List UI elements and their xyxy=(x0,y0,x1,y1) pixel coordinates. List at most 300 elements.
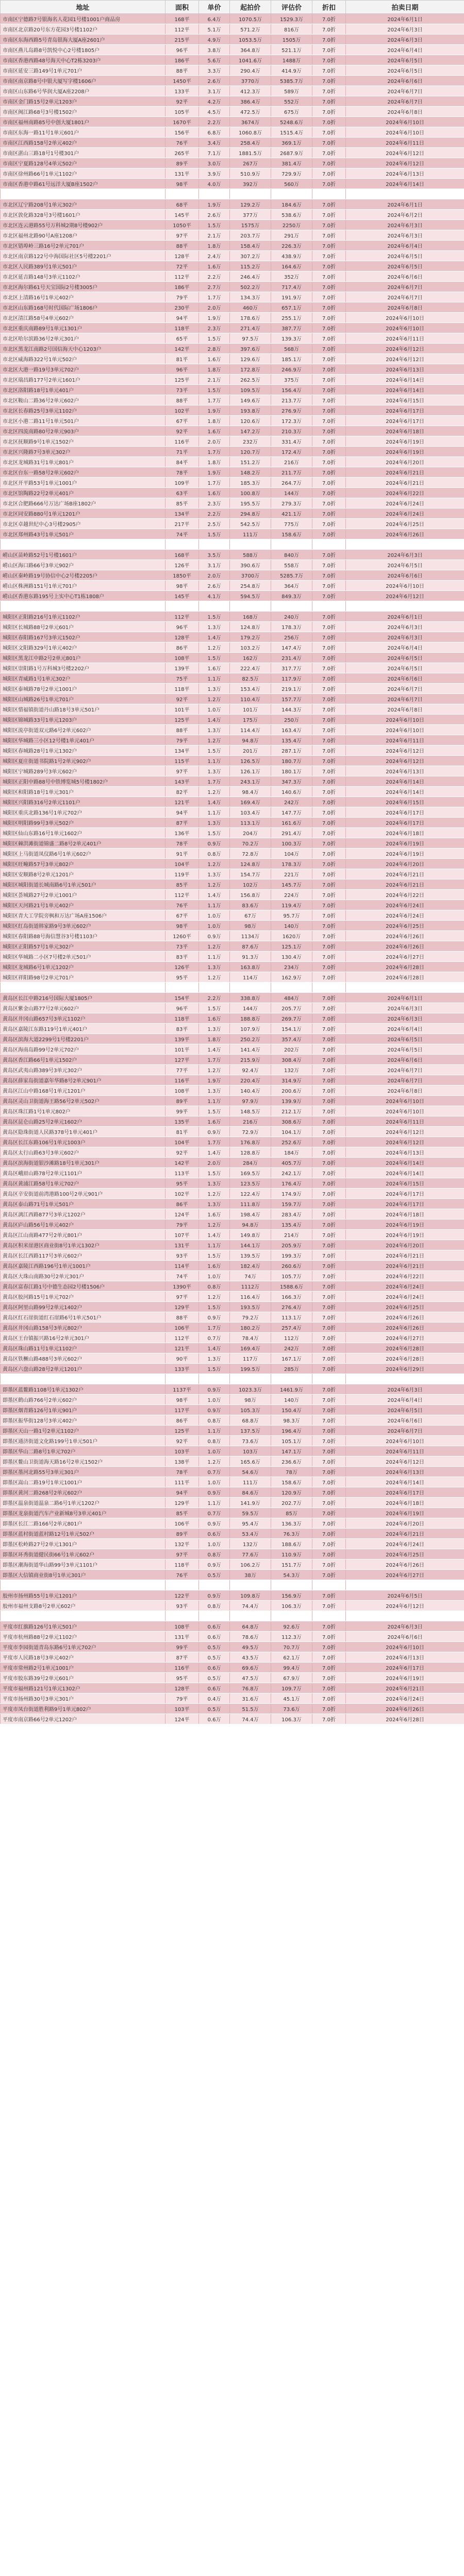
starting-price-cell: 94.8万 xyxy=(230,1219,271,1230)
unit-price-cell: 1.3万 xyxy=(199,622,230,632)
address-cell: 黄岛区长江中路216号国际大厦1805户 xyxy=(1,993,165,1003)
discount-cell: 7.0折 xyxy=(312,282,346,292)
auction-date-cell: 2024年6月24日 xyxy=(346,509,464,519)
area-cell: 103平 xyxy=(165,1446,199,1456)
address-cell: 黄岛区峨眉山路78号2单元1101户 xyxy=(1,1168,165,1178)
address-cell: 市北区兴隆路7号3单元302户 xyxy=(1,447,165,457)
table-row xyxy=(1,1621,464,1632)
auction-date-cell: 2024年6月19日 xyxy=(346,436,464,447)
area-cell: 114平 xyxy=(165,1261,199,1271)
table-row xyxy=(1,1498,464,1508)
table-row xyxy=(1,653,464,663)
area-cell xyxy=(165,1580,199,1590)
address-cell: 崂山区苗岭路52号1号楼1601户 xyxy=(1,550,165,560)
address-cell: 市北区台东一路58号2单元602户 xyxy=(1,467,165,478)
starting-price-cell: 110.4万 xyxy=(230,694,271,704)
address-cell: 城阳区兴阳路316号2单元1101户 xyxy=(1,797,165,807)
appraised-price-cell: 112万 xyxy=(271,1333,312,1343)
unit-price-cell: 1.2万 xyxy=(199,1292,230,1302)
auction-date-cell: 2024年6月6日 xyxy=(346,272,464,282)
address-cell: 市北区威海路322号1单元502户 xyxy=(1,354,165,364)
unit-price-cell: 1.2万 xyxy=(199,972,230,982)
auction-date-cell: 2024年6月5日 xyxy=(346,663,464,673)
table-body xyxy=(1,14,464,1724)
discount-cell: 7.0折 xyxy=(312,1065,346,1075)
address-cell: 城阳区祥阳路98号2单元701户 xyxy=(1,972,165,982)
auction-date-cell: 2024年6月24日 xyxy=(346,910,464,921)
area-cell: 102平 xyxy=(165,1189,199,1199)
auction-date-cell: 2024年6月24日 xyxy=(346,1292,464,1302)
starting-price-cell: 460万 xyxy=(230,302,271,313)
area-cell: 87平 xyxy=(165,818,199,828)
discount-cell: 7.0折 xyxy=(312,1219,346,1230)
discount-cell: 7.0折 xyxy=(312,1436,346,1446)
starting-price-cell: 122.4万 xyxy=(230,1189,271,1199)
address-cell: 市南区宁德路7号银海名人花园1号楼1001户商品房 xyxy=(1,14,165,24)
address-cell: 即墨区烟青路126号1单元901户 xyxy=(1,1405,165,1415)
appraised-price-cell: 276.4万 xyxy=(271,1302,312,1312)
appraised-price-cell: 140.6万 xyxy=(271,787,312,797)
address-cell: 胶州市扬州路55号1单元1201户 xyxy=(1,1590,165,1601)
discount-cell: 7.0折 xyxy=(312,725,346,735)
appraised-price-cell: 279.3万 xyxy=(271,498,312,509)
address-cell xyxy=(1,539,165,550)
discount-cell: 7.0折 xyxy=(312,952,346,962)
unit-price-cell: 2.3万 xyxy=(199,323,230,333)
discount-cell: 7.0折 xyxy=(312,1570,346,1580)
area-cell: 89平 xyxy=(165,1529,199,1539)
appraised-price-cell: 157.7万 xyxy=(271,694,312,704)
area-cell: 96平 xyxy=(165,45,199,55)
appraised-price-cell: 283.4万 xyxy=(271,1209,312,1219)
auction-date-cell: 2024年6月21日 xyxy=(346,1261,464,1271)
area-cell: 103平 xyxy=(165,1704,199,1714)
starting-price-cell: 182.4万 xyxy=(230,1261,271,1271)
discount-cell: 7.0折 xyxy=(312,1590,346,1601)
area-cell: 122平 xyxy=(165,1590,199,1601)
address-cell: 市南区徐州路66号1单元1102户 xyxy=(1,168,165,179)
table-row xyxy=(1,1601,464,1611)
area-cell: 1390平 xyxy=(165,1281,199,1292)
discount-cell: 7.0折 xyxy=(312,1343,346,1353)
appraised-price-cell: 775万 xyxy=(271,519,312,529)
table-row xyxy=(1,1312,464,1323)
starting-price-cell: 126.5万 xyxy=(230,756,271,766)
appraised-price-cell: 139.9万 xyxy=(271,1096,312,1106)
discount-cell: 7.0折 xyxy=(312,1395,346,1405)
unit-price-cell: 2.8万 xyxy=(199,344,230,354)
address-cell: 平度市常州路2号1单元1001户 xyxy=(1,1663,165,1673)
address-cell: 黄岛区阿里山路99号2单元1402户 xyxy=(1,1302,165,1312)
discount-cell: 7.0折 xyxy=(312,1529,346,1539)
discount-cell: 7.0折 xyxy=(312,35,346,45)
auction-date-cell: 2024年6月7日 xyxy=(346,96,464,107)
unit-price-cell: 1.9万 xyxy=(199,1075,230,1086)
area-cell: 86平 xyxy=(165,1415,199,1426)
discount-cell: 7.0折 xyxy=(312,426,346,436)
auction-date-cell: 2024年6月28日 xyxy=(346,1343,464,1353)
starting-price-cell: 43.5万 xyxy=(230,1652,271,1663)
appraised-price-cell: 202.7万 xyxy=(271,1498,312,1508)
table-row xyxy=(1,1127,464,1137)
area-cell: 75平 xyxy=(165,673,199,684)
unit-price-cell: 1.0万 xyxy=(199,1477,230,1487)
area-cell: 115平 xyxy=(165,756,199,766)
auction-date-cell: 2024年6月26日 xyxy=(346,529,464,539)
table-row xyxy=(1,127,464,138)
discount-cell: 7.0折 xyxy=(312,117,346,127)
area-cell: 125平 xyxy=(165,715,199,725)
appraised-price-cell: 100.3万 xyxy=(271,838,312,849)
appraised-price-cell: 139.3万 xyxy=(271,333,312,344)
appraised-price-cell: 260.6万 xyxy=(271,1261,312,1271)
starting-price-cell: 199.5万 xyxy=(230,1364,271,1374)
auction-date-cell: 2024年6月6日 xyxy=(346,1632,464,1642)
separator-row xyxy=(1,539,464,550)
address-cell: 城阳区重庆北路136号1单元702户 xyxy=(1,807,165,818)
discount-cell: 7.0折 xyxy=(312,869,346,879)
discount-cell: 7.0折 xyxy=(312,807,346,818)
auction-date-cell: 2024年6月19日 xyxy=(346,838,464,849)
table-row xyxy=(1,849,464,859)
table-row xyxy=(1,838,464,849)
appraised-price-cell: 99.4万 xyxy=(271,1663,312,1673)
area-cell: 112平 xyxy=(165,24,199,35)
table-row xyxy=(1,395,464,405)
appraised-price-cell: 95.7万 xyxy=(271,910,312,921)
discount-cell: 7.0折 xyxy=(312,818,346,828)
address-cell xyxy=(1,189,165,199)
starting-price-cell: 169.4万 xyxy=(230,1343,271,1353)
starting-price-cell: 77.6万 xyxy=(230,1549,271,1560)
unit-price-cell: 0.7万 xyxy=(199,1333,230,1343)
area-cell: 88平 xyxy=(165,395,199,405)
table-row xyxy=(1,622,464,632)
address-cell: 黄岛区大珠山南路30号2单元301户 xyxy=(1,1271,165,1281)
unit-price-cell: 1.2万 xyxy=(199,1065,230,1075)
discount-cell: 7.0折 xyxy=(312,199,346,210)
discount-cell: 7.0折 xyxy=(312,694,346,704)
appraised-price-cell: 269.7万 xyxy=(271,1013,312,1024)
appraised-price-cell: 161.6万 xyxy=(271,818,312,828)
table-row xyxy=(1,302,464,313)
starting-price-cell: 139.5万 xyxy=(230,1250,271,1261)
unit-price-cell: 1.1万 xyxy=(199,952,230,962)
address-cell: 市北区南京路122号中海国际社区5号楼2201户 xyxy=(1,251,165,261)
address-cell: 黄岛区胶河路15号1单元702户 xyxy=(1,1292,165,1302)
auction-date-cell: 2024年6月3日 xyxy=(346,230,464,241)
auction-date-cell: 2024年6月17日 xyxy=(346,1487,464,1498)
area-cell: 78平 xyxy=(165,1467,199,1477)
auction-date-cell: 2024年6月12日 xyxy=(346,148,464,158)
starting-price-cell: 165.6万 xyxy=(230,1456,271,1467)
starting-price-cell: 74.4万 xyxy=(230,1601,271,1611)
starting-price-cell: 588万 xyxy=(230,550,271,560)
address-cell: 平度市南京路66号2单元1202户 xyxy=(1,1714,165,1724)
table-row xyxy=(1,86,464,96)
discount-cell: 7.0折 xyxy=(312,529,346,539)
unit-price-cell: 0.8万 xyxy=(199,1601,230,1611)
discount-cell: 7.0折 xyxy=(312,1086,346,1096)
unit-price-cell: 3.8万 xyxy=(199,45,230,55)
auction-date-cell xyxy=(346,982,464,993)
auction-date-cell: 2024年6月4日 xyxy=(346,45,464,55)
table-row xyxy=(1,1456,464,1467)
address-cell: 城阳区崇阳路1号万科城3号楼2202户 xyxy=(1,663,165,673)
area-cell: 156平 xyxy=(165,127,199,138)
auction-date-cell: 2024年6月5日 xyxy=(346,1405,464,1415)
auction-date-cell: 2024年6月4日 xyxy=(346,241,464,251)
discount-cell: 7.0折 xyxy=(312,1302,346,1312)
area-cell: 92平 xyxy=(165,96,199,107)
area-cell: 95平 xyxy=(165,972,199,982)
table-row xyxy=(1,1158,464,1168)
appraised-price-cell: 172.4万 xyxy=(271,447,312,457)
unit-price-cell: 1.9万 xyxy=(199,199,230,210)
area-cell: 1137平 xyxy=(165,1384,199,1395)
starting-price-cell: 386.4万 xyxy=(230,96,271,107)
discount-cell: 7.0折 xyxy=(312,1364,346,1374)
starting-price-cell: 124.8万 xyxy=(230,859,271,869)
appraised-price-cell: 421.1万 xyxy=(271,509,312,519)
unit-price-cell: 0.9万 xyxy=(199,1518,230,1529)
auction-date-cell: 2024年6月24日 xyxy=(346,1281,464,1292)
auction-date-cell: 2024年6月1日 xyxy=(346,14,464,24)
area-cell: 131平 xyxy=(165,1632,199,1642)
table-row xyxy=(1,230,464,241)
discount-cell: 7.0折 xyxy=(312,1137,346,1147)
address-cell: 平度市凤台街道胜利路9号1单元802户 xyxy=(1,1704,165,1714)
area-cell: 87平 xyxy=(165,1652,199,1663)
area-cell: 96平 xyxy=(165,1003,199,1013)
table-row xyxy=(1,1034,464,1044)
appraised-price-cell: 287.1万 xyxy=(271,745,312,756)
starting-price-cell: 94.8万 xyxy=(230,735,271,745)
starting-price-cell: 91.3万 xyxy=(230,952,271,962)
area-cell: 230平 xyxy=(165,302,199,313)
address-cell: 市北区黑龙江南路2号国信海天中心1203户 xyxy=(1,344,165,354)
discount-cell: 7.0折 xyxy=(312,797,346,807)
appraised-price-cell: 200.6万 xyxy=(271,1086,312,1096)
starting-price-cell: 290.4万 xyxy=(230,65,271,76)
address-cell: 市南区福州南路85号中创大厦1801户 xyxy=(1,117,165,127)
auction-date-cell: 2024年6月10日 xyxy=(346,1096,464,1106)
table-row xyxy=(1,1086,464,1096)
table-row xyxy=(1,292,464,302)
table-row xyxy=(1,251,464,261)
unit-price-cell: 1.2万 xyxy=(199,642,230,653)
discount-cell: 7.0折 xyxy=(312,1271,346,1281)
discount-cell: 7.0折 xyxy=(312,86,346,96)
table-row xyxy=(1,1446,464,1456)
starting-price-cell: 215.9万 xyxy=(230,1055,271,1065)
address-cell: 崂山区香港东路195号上实中心T1栋1808户 xyxy=(1,591,165,601)
address-cell: 市南区燕儿岛路8号凯悦中心2号楼1805户 xyxy=(1,45,165,55)
table-row xyxy=(1,1189,464,1199)
starting-price-cell: 116.4万 xyxy=(230,1292,271,1302)
header-discount: 折扣 xyxy=(312,1,346,14)
auction-date-cell: 2024年6月13日 xyxy=(346,168,464,179)
address-cell: 黄岛区昆仑山路25号2单元1602户 xyxy=(1,1116,165,1127)
address-cell: 黄岛区珠山路11号1单元1102户 xyxy=(1,1343,165,1353)
table-row xyxy=(1,1055,464,1065)
discount-cell: 7.0折 xyxy=(312,704,346,715)
address-cell: 市南区香港西路48号海天中心T2栋3203户 xyxy=(1,55,165,65)
area-cell: 88平 xyxy=(165,1312,199,1323)
appraised-price-cell: 257.4万 xyxy=(271,1323,312,1333)
discount-cell: 7.0折 xyxy=(312,1168,346,1178)
discount-cell: 7.0折 xyxy=(312,879,346,890)
auction-date-cell: 2024年6月29日 xyxy=(346,1364,464,1374)
address-cell: 黄岛区滨海大道2299号1号楼2201户 xyxy=(1,1034,165,1044)
auction-date-cell: 2024年6月25日 xyxy=(346,921,464,931)
table-row xyxy=(1,962,464,972)
starting-price-cell: 162万 xyxy=(230,653,271,663)
appraised-price-cell: 5248.6万 xyxy=(271,117,312,127)
unit-price-cell: 1.7万 xyxy=(199,776,230,787)
auction-date-cell: 2024年6月14日 xyxy=(346,1158,464,1168)
header-appraised-price: 评估价 xyxy=(271,1,312,14)
auction-date-cell: 2024年6月6日 xyxy=(346,1415,464,1426)
table-row xyxy=(1,952,464,962)
table-row xyxy=(1,1096,464,1106)
starting-price-cell: 148.5万 xyxy=(230,1106,271,1116)
address-cell: 黄岛区滨海街道银沙滩路18号1单元301户 xyxy=(1,1158,165,1168)
area-cell: 108平 xyxy=(165,653,199,663)
table-row xyxy=(1,158,464,168)
auction-date-cell: 2024年6月20日 xyxy=(346,859,464,869)
unit-price-cell: 3.3万 xyxy=(199,65,230,76)
table-row xyxy=(1,570,464,581)
appraised-price-cell: 145.7万 xyxy=(271,879,312,890)
area-cell: 88平 xyxy=(165,241,199,251)
area-cell: 126平 xyxy=(165,962,199,972)
starting-price-cell: 153.4万 xyxy=(230,684,271,694)
unit-price-cell: 1.1万 xyxy=(199,673,230,684)
table-row xyxy=(1,1405,464,1415)
unit-price-cell: 4.9万 xyxy=(199,35,230,45)
starting-price-cell: 144.1万 xyxy=(230,1240,271,1250)
unit-price-cell: 1.6万 xyxy=(199,1209,230,1219)
appraised-price-cell: 147.1万 xyxy=(271,1446,312,1456)
appraised-price-cell: 62.1万 xyxy=(271,1652,312,1663)
table-row xyxy=(1,261,464,272)
starting-price-cell: 216万 xyxy=(230,1116,271,1127)
address-cell: 黄岛区太行山路63号3单元602户 xyxy=(1,1147,165,1158)
table-row xyxy=(1,1683,464,1693)
table-row xyxy=(1,993,464,1003)
header-starting-price: 起拍价 xyxy=(230,1,271,14)
appraised-price-cell: 219.1万 xyxy=(271,684,312,694)
starting-price-cell: 78.6万 xyxy=(230,1632,271,1642)
appraised-price-cell: 1529.3万 xyxy=(271,14,312,24)
appraised-price-cell: 558万 xyxy=(271,560,312,570)
address-cell: 市北区龙城路31号1单元801户 xyxy=(1,457,165,467)
discount-cell: 7.0折 xyxy=(312,1477,346,1487)
discount-cell: 7.0折 xyxy=(312,65,346,76)
auction-date-cell: 2024年6月26日 xyxy=(346,1323,464,1333)
appraised-price-cell: 110.9万 xyxy=(271,1549,312,1560)
discount-cell: 7.0折 xyxy=(312,653,346,663)
unit-price-cell: 0.6万 xyxy=(199,1621,230,1632)
appraised-price-cell: 242万 xyxy=(271,797,312,807)
auction-date-cell: 2024年6月7日 xyxy=(346,1426,464,1436)
auction-date-cell: 2024年6月10日 xyxy=(346,313,464,323)
area-cell: 96平 xyxy=(165,364,199,375)
separator-row xyxy=(1,601,464,612)
discount-cell: 7.0折 xyxy=(312,364,346,375)
unit-price-cell: 0.6万 xyxy=(199,1529,230,1539)
area-cell: 217平 xyxy=(165,519,199,529)
discount-cell: 7.0折 xyxy=(312,1487,346,1498)
unit-price-cell: 0.7万 xyxy=(199,1508,230,1518)
auction-date-cell: 2024年6月5日 xyxy=(346,1590,464,1601)
auction-date-cell: 2024年6月12日 xyxy=(346,756,464,766)
unit-price-cell: 0.8万 xyxy=(199,1281,230,1292)
appraised-price-cell: 172.3万 xyxy=(271,416,312,426)
auction-date-cell: 2024年6月12日 xyxy=(346,344,464,354)
area-cell: 104平 xyxy=(165,859,199,869)
appraised-price-cell: 125.1万 xyxy=(271,941,312,952)
discount-cell: 7.0折 xyxy=(312,1158,346,1168)
address-cell: 市南区北京路20号东方花园3号楼1102户 xyxy=(1,24,165,35)
unit-price-cell: 1.2万 xyxy=(199,859,230,869)
auction-date-cell: 2024年6月7日 xyxy=(346,694,464,704)
address-cell: 市北区四流南路80号2单元903户 xyxy=(1,426,165,436)
table-row xyxy=(1,179,464,189)
area-cell: 1670平 xyxy=(165,117,199,127)
appraised-price-cell: 176.4万 xyxy=(271,1178,312,1189)
auction-date-cell: 2024年6月19日 xyxy=(346,1673,464,1683)
table-row xyxy=(1,509,464,519)
address-cell: 市北区同安路880号1单元1201户 xyxy=(1,509,165,519)
appraised-price-cell: 560万 xyxy=(271,179,312,189)
discount-cell: 7.0折 xyxy=(312,179,346,189)
table-row xyxy=(1,797,464,807)
area-cell: 79平 xyxy=(165,1219,199,1230)
auction-date-cell: 2024年6月17日 xyxy=(346,416,464,426)
address-cell: 黄岛区江山南路477号2单元801户 xyxy=(1,1230,165,1240)
auction-date-cell: 2024年6月19日 xyxy=(346,1508,464,1518)
appraised-price-cell: 166.3万 xyxy=(271,1292,312,1302)
discount-cell: 7.0折 xyxy=(312,457,346,467)
auction-date-cell: 2024年6月5日 xyxy=(346,1044,464,1055)
unit-price-cell: 0.9万 xyxy=(199,1590,230,1601)
auction-date-cell: 2024年6月19日 xyxy=(346,1219,464,1230)
discount-cell xyxy=(312,982,346,993)
unit-price-cell: 2.2万 xyxy=(199,117,230,127)
table-row xyxy=(1,1663,464,1673)
appraised-price-cell: 717.4万 xyxy=(271,282,312,292)
discount-cell: 7.0折 xyxy=(312,323,346,333)
discount-cell: 7.0折 xyxy=(312,127,346,138)
auction-date-cell: 2024年6月20日 xyxy=(346,1518,464,1529)
starting-price-cell xyxy=(230,1611,271,1621)
address-cell: 城阳区明阳路99号3单元502户 xyxy=(1,818,165,828)
auction-date-cell: 2024年6月1日 xyxy=(346,199,464,210)
auction-date-cell: 2024年6月1日 xyxy=(346,993,464,1003)
area-cell: 132平 xyxy=(165,1539,199,1549)
address-cell: 黄岛区铁橛山路488号3单元602户 xyxy=(1,1353,165,1364)
table-row xyxy=(1,704,464,715)
unit-price-cell: 2.7万 xyxy=(199,282,230,292)
appraised-price-cell: 45.1万 xyxy=(271,1693,312,1704)
table-row xyxy=(1,65,464,76)
table-row xyxy=(1,776,464,787)
discount-cell: 7.0折 xyxy=(312,148,346,158)
unit-price-cell: 1.2万 xyxy=(199,694,230,704)
area-cell: 118平 xyxy=(165,1560,199,1570)
